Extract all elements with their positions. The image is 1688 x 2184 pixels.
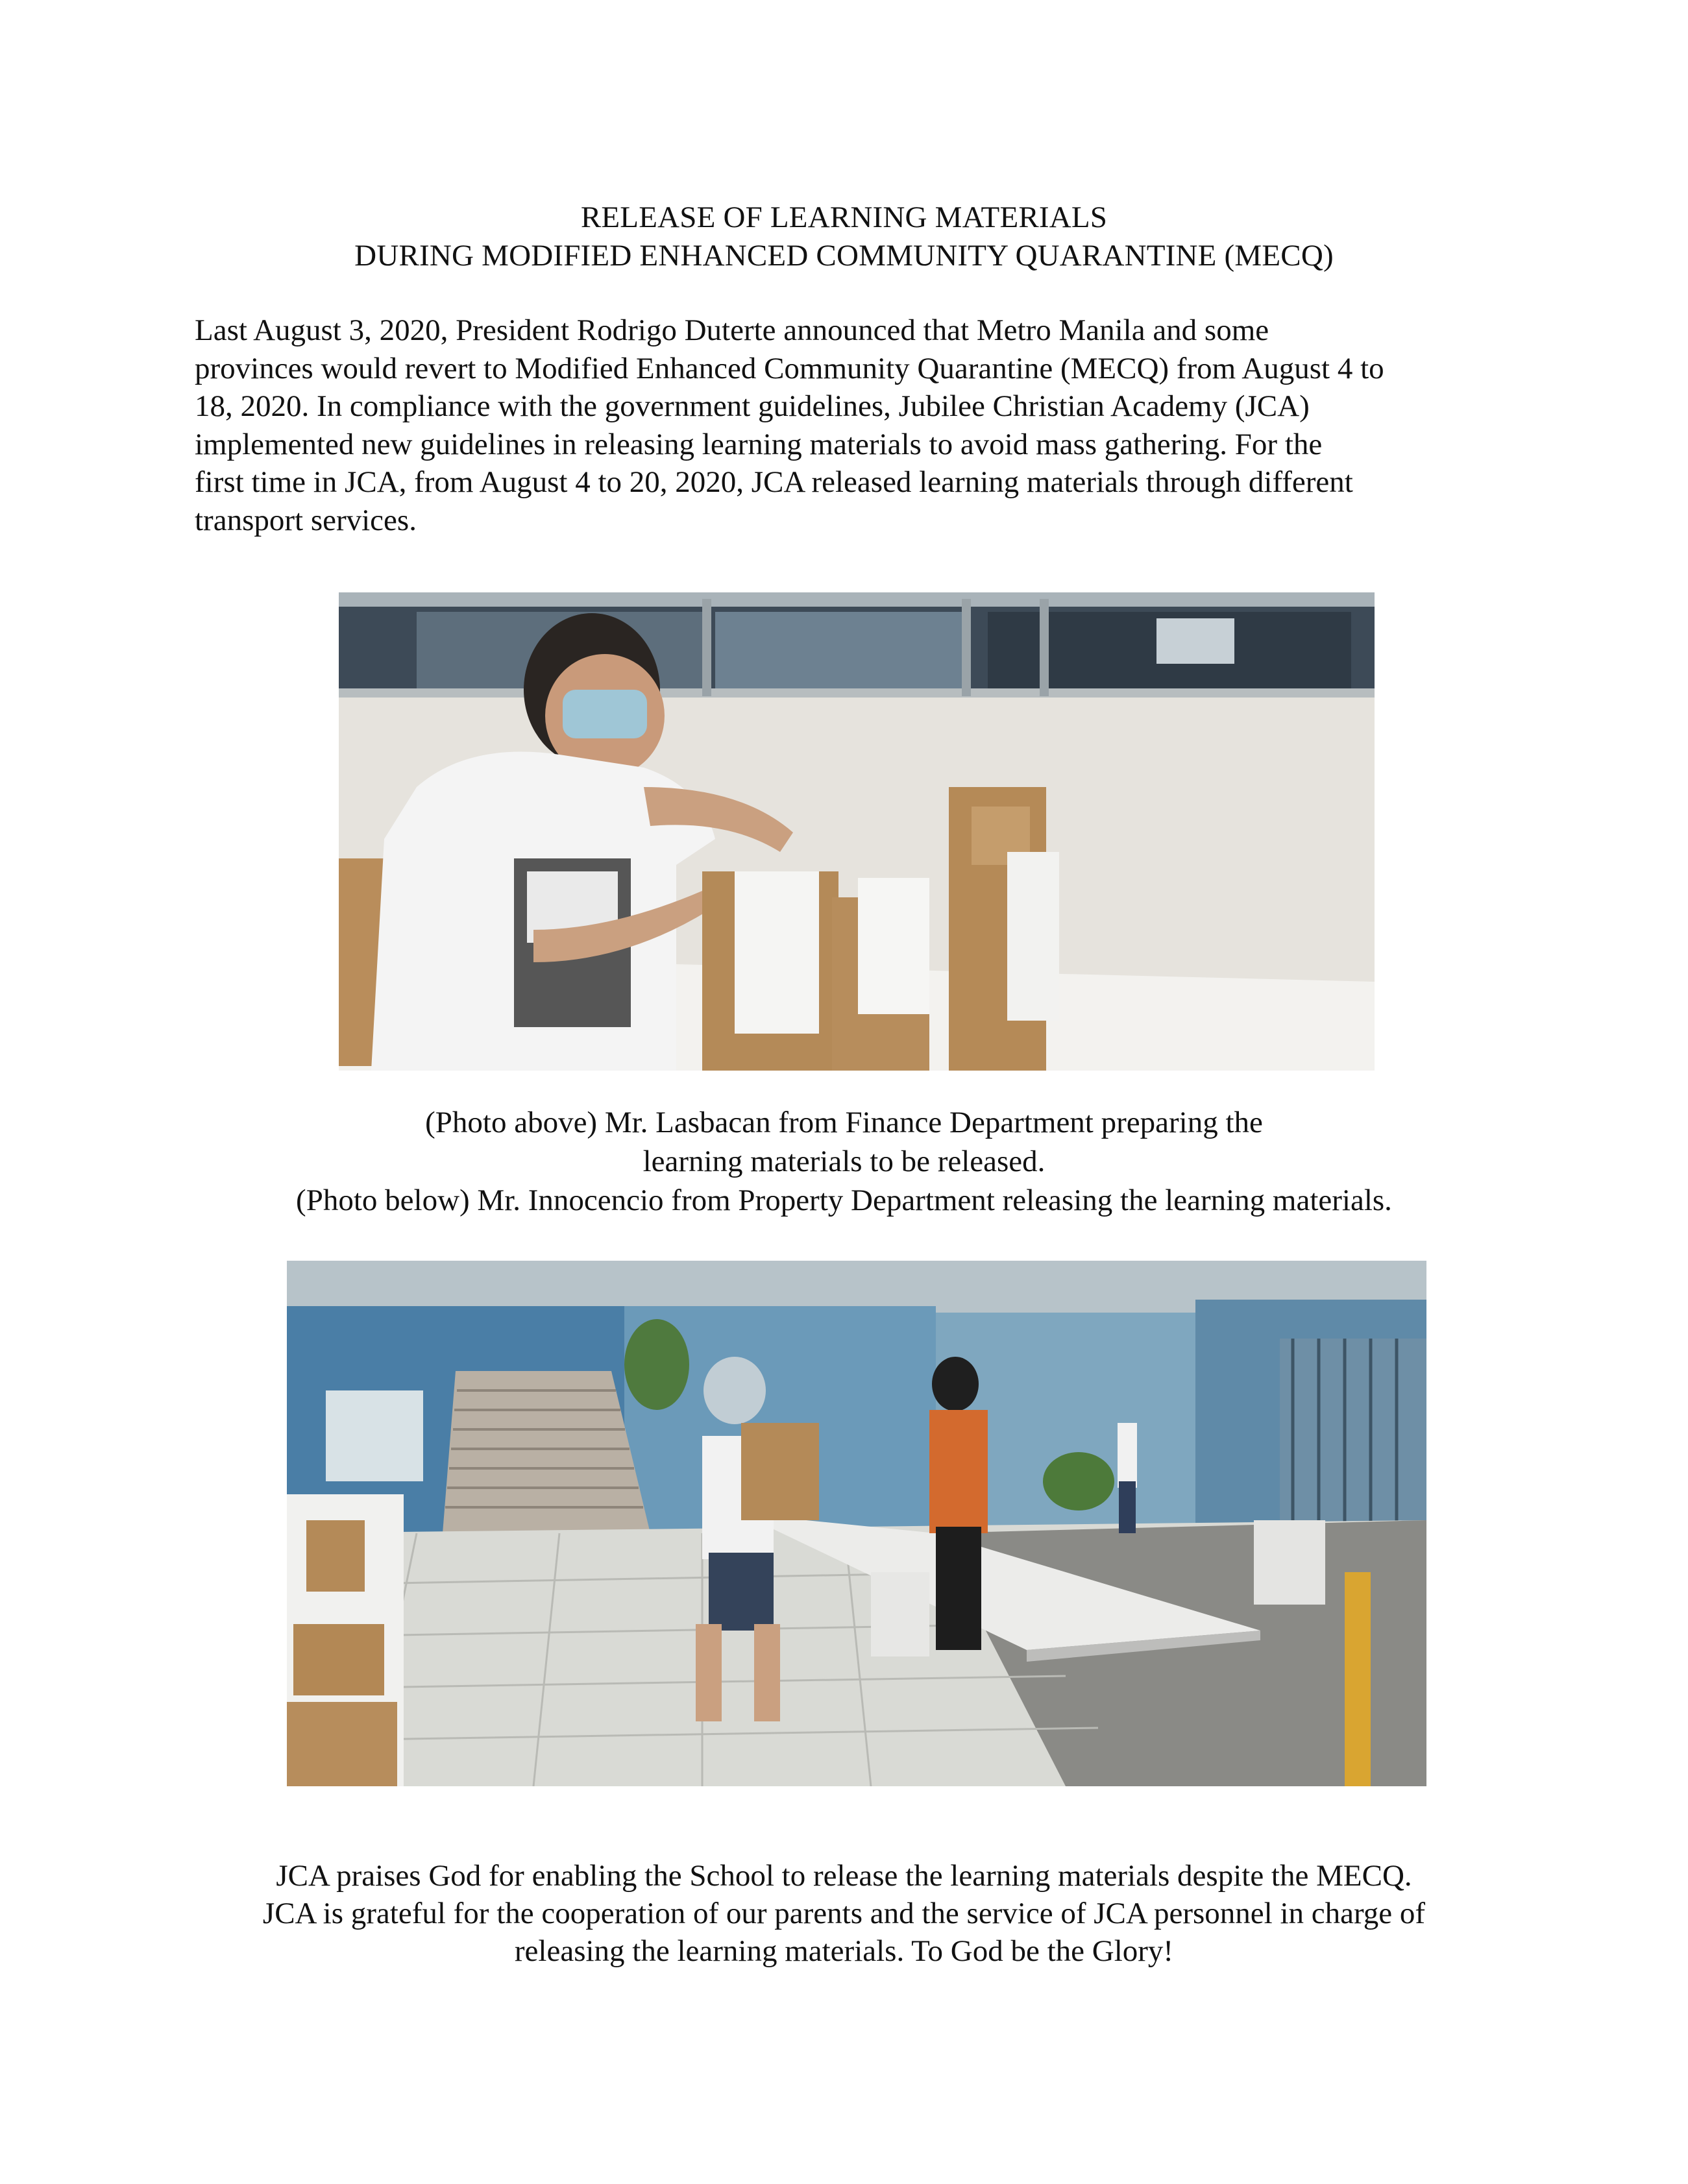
document-title-line-2: DURING MODIFIED ENHANCED COMMUNITY QUARANTINE (MECQ)	[354, 239, 1334, 273]
intro-line: implemented new guidelines in releasing learning materials to avoid mass gathering. For the	[195, 427, 1323, 461]
caption-line: learning materials to be released.	[642, 1145, 1046, 1178]
document-title-line-1: RELEASE OF LEARNING MATERIALS	[580, 200, 1108, 234]
intro-line: transport services.	[195, 503, 417, 537]
closing-line: releasing the learning materials. To God be the Glory!	[514, 1934, 1174, 1968]
caption-line: (Photo below) Mr. Innocencio from Property Department releasing the learning materials.	[296, 1183, 1392, 1217]
photo-releasing-materials	[287, 1261, 1426, 1786]
caption-line: (Photo above) Mr. Lasbacan from Finance Department preparing the	[425, 1106, 1263, 1139]
intro-line: provinces would revert to Modified Enhanced Community Quarantine (MECQ) from August 4 to	[195, 351, 1384, 385]
intro-line: 18, 2020. In compliance with the government guidelines, Jubilee Christian Academy (JCA)	[195, 389, 1310, 423]
photo-captions	[0, 1103, 1688, 1220]
closing-line: JCA is grateful for the cooperation of our parents and the service of JCA personnel in charge of	[262, 1897, 1426, 1930]
intro-line: first time in JCA, from August 4 to 20, 2020, JCA released learning materials through different	[195, 465, 1353, 499]
closing-paragraph	[0, 1857, 1688, 1970]
intro-paragraph	[195, 311, 1519, 539]
photo-preparing-materials	[339, 592, 1375, 1071]
intro-line: Last August 3, 2020, President Rodrigo Duterte announced that Metro Manila and some	[195, 313, 1269, 347]
closing-line: JCA praises God for enabling the School to release the learning materials despite the MECQ.	[276, 1859, 1412, 1893]
